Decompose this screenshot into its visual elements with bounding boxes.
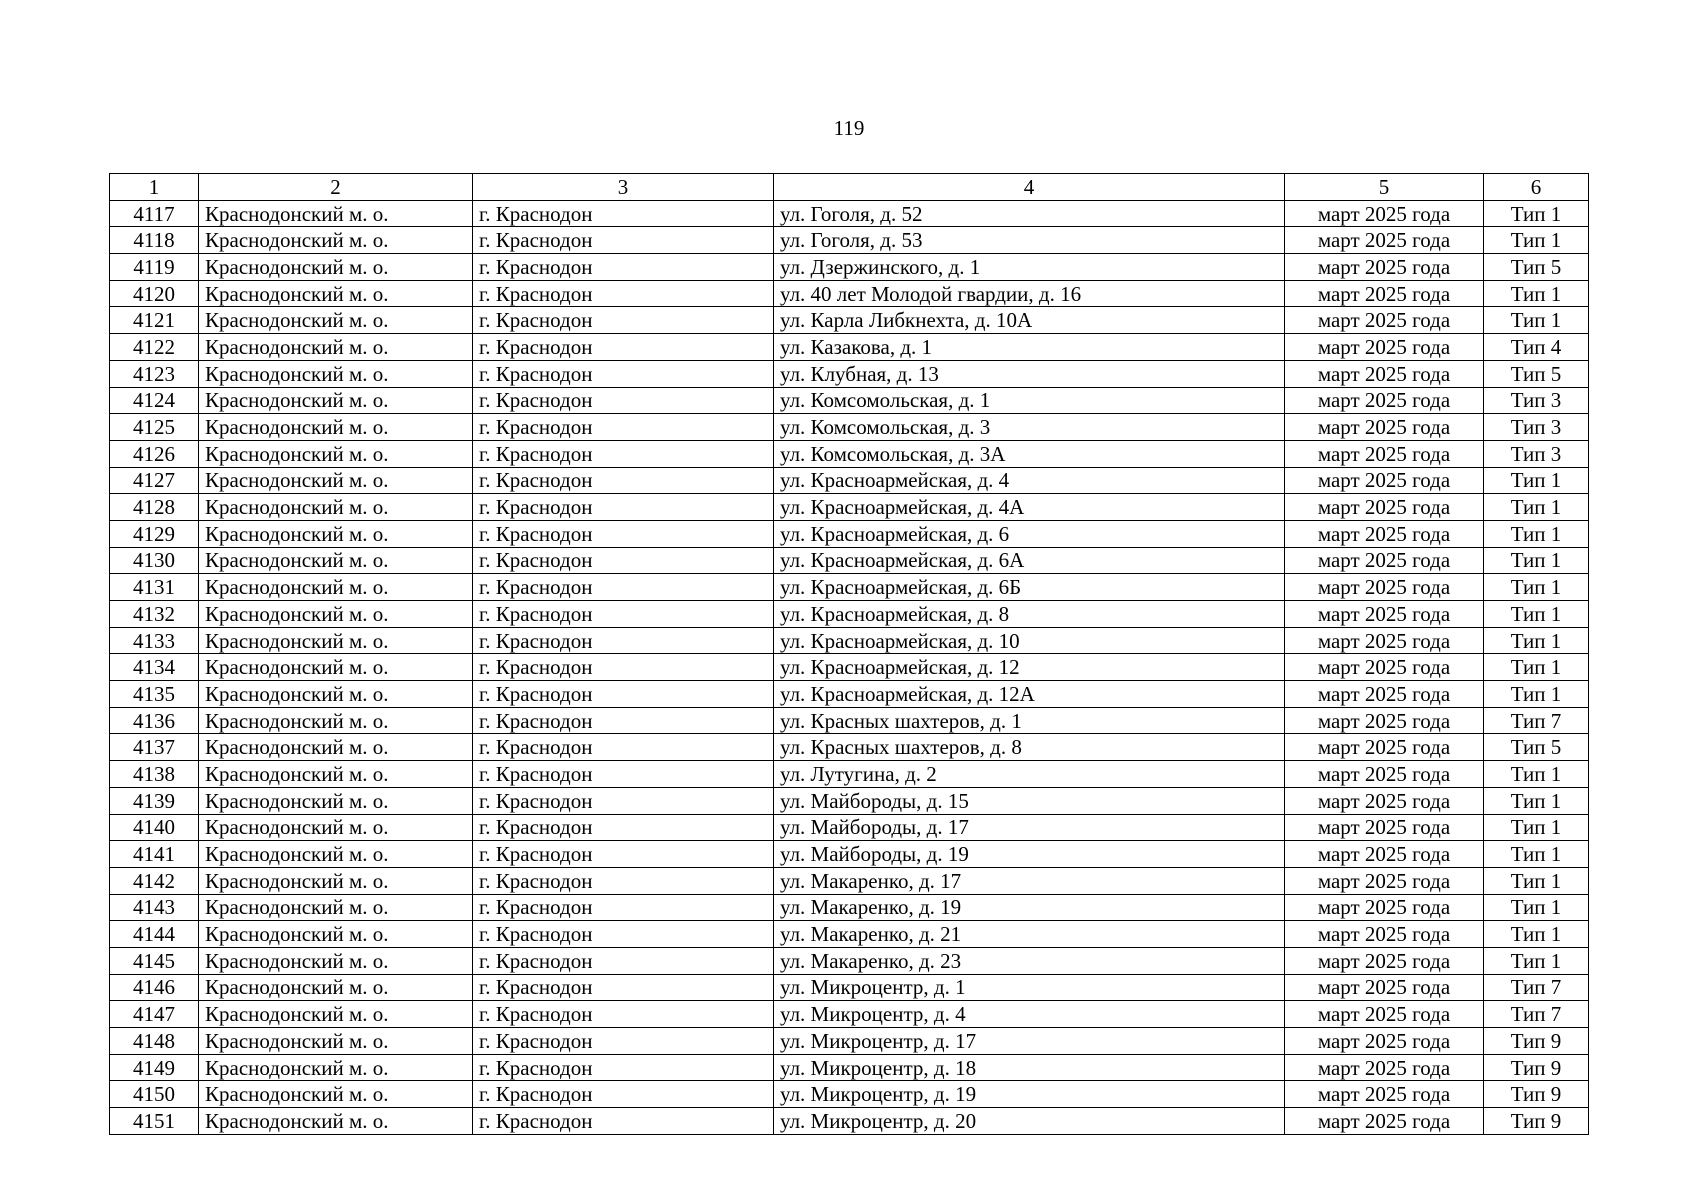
city-cell: г. Краснодон xyxy=(473,761,774,788)
type-cell: Тип 1 xyxy=(1484,467,1589,494)
city-cell: г. Краснодон xyxy=(473,867,774,894)
municipality-cell: Краснодонский м. о. xyxy=(199,654,473,681)
table-row xyxy=(110,334,1589,361)
municipality-cell: Краснодонский м. о. xyxy=(199,387,473,414)
row-number-cell: 4124 xyxy=(110,387,199,414)
table-row xyxy=(110,707,1589,734)
row-number-cell: 4146 xyxy=(110,974,199,1001)
type-cell: Тип 1 xyxy=(1484,654,1589,681)
row-number-cell: 4148 xyxy=(110,1028,199,1055)
date-cell: март 2025 года xyxy=(1285,280,1484,307)
column-header: 3 xyxy=(473,174,774,201)
column-header: 5 xyxy=(1285,174,1484,201)
table-row xyxy=(110,1108,1589,1135)
row-number-cell: 4141 xyxy=(110,841,199,868)
row-number-cell: 4149 xyxy=(110,1054,199,1081)
type-cell: Тип 1 xyxy=(1484,574,1589,601)
header-row xyxy=(110,174,1589,201)
type-cell: Тип 1 xyxy=(1484,921,1589,948)
date-cell: март 2025 года xyxy=(1285,387,1484,414)
row-number-cell: 4130 xyxy=(110,547,199,574)
city-cell: г. Краснодон xyxy=(473,254,774,281)
table-row xyxy=(110,787,1589,814)
row-number-cell: 4134 xyxy=(110,654,199,681)
municipality-cell: Краснодонский м. о. xyxy=(199,227,473,254)
address-cell: ул. Микроцентр, д. 20 xyxy=(774,1108,1285,1135)
date-cell: март 2025 года xyxy=(1285,867,1484,894)
row-number-cell: 4132 xyxy=(110,601,199,628)
city-cell: г. Краснодон xyxy=(473,494,774,521)
municipality-cell: Краснодонский м. о. xyxy=(199,787,473,814)
date-cell: март 2025 года xyxy=(1285,1108,1484,1135)
date-cell: март 2025 года xyxy=(1285,841,1484,868)
municipality-cell: Краснодонский м. о. xyxy=(199,334,473,361)
city-cell: г. Краснодон xyxy=(473,1001,774,1028)
row-number-cell: 4144 xyxy=(110,921,199,948)
date-cell: март 2025 года xyxy=(1285,734,1484,761)
table-row xyxy=(110,654,1589,681)
address-cell: ул. Красноармейская, д. 6Б xyxy=(774,574,1285,601)
date-cell: март 2025 года xyxy=(1285,334,1484,361)
date-cell: март 2025 года xyxy=(1285,681,1484,708)
type-cell: Тип 1 xyxy=(1484,814,1589,841)
row-number-cell: 4129 xyxy=(110,520,199,547)
table-row xyxy=(110,1081,1589,1108)
table-row xyxy=(110,200,1589,227)
type-cell: Тип 1 xyxy=(1484,787,1589,814)
type-cell: Тип 1 xyxy=(1484,520,1589,547)
date-cell: март 2025 года xyxy=(1285,1081,1484,1108)
municipality-cell: Краснодонский м. о. xyxy=(199,280,473,307)
row-number-cell: 4135 xyxy=(110,681,199,708)
row-number-cell: 4123 xyxy=(110,360,199,387)
table-row xyxy=(110,547,1589,574)
type-cell: Тип 5 xyxy=(1484,254,1589,281)
type-cell: Тип 1 xyxy=(1484,200,1589,227)
address-cell: ул. Макаренко, д. 21 xyxy=(774,921,1285,948)
date-cell: март 2025 года xyxy=(1285,494,1484,521)
type-cell: Тип 1 xyxy=(1484,947,1589,974)
date-cell: март 2025 года xyxy=(1285,947,1484,974)
municipality-cell: Краснодонский м. о. xyxy=(199,947,473,974)
table-row xyxy=(110,414,1589,441)
municipality-cell: Краснодонский м. о. xyxy=(199,1028,473,1055)
city-cell: г. Краснодон xyxy=(473,334,774,361)
municipality-cell: Краснодонский м. о. xyxy=(199,734,473,761)
row-number-cell: 4118 xyxy=(110,227,199,254)
municipality-cell: Краснодонский м. о. xyxy=(199,707,473,734)
type-cell: Тип 5 xyxy=(1484,360,1589,387)
row-number-cell: 4145 xyxy=(110,947,199,974)
address-cell: ул. Майбороды, д. 17 xyxy=(774,814,1285,841)
city-cell: г. Краснодон xyxy=(473,627,774,654)
municipality-cell: Краснодонский м. о. xyxy=(199,467,473,494)
table-row xyxy=(110,467,1589,494)
city-cell: г. Краснодон xyxy=(473,1028,774,1055)
table-row xyxy=(110,1001,1589,1028)
table-row xyxy=(110,440,1589,467)
city-cell: г. Краснодон xyxy=(473,1054,774,1081)
table-row xyxy=(110,627,1589,654)
date-cell: март 2025 года xyxy=(1285,254,1484,281)
city-cell: г. Краснодон xyxy=(473,921,774,948)
date-cell: март 2025 года xyxy=(1285,1028,1484,1055)
row-number-cell: 4120 xyxy=(110,280,199,307)
municipality-cell: Краснодонский м. о. xyxy=(199,1054,473,1081)
municipality-cell: Краснодонский м. о. xyxy=(199,494,473,521)
date-cell: март 2025 года xyxy=(1285,227,1484,254)
column-header: 1 xyxy=(110,174,199,201)
municipality-cell: Краснодонский м. о. xyxy=(199,814,473,841)
date-cell: март 2025 года xyxy=(1285,307,1484,334)
table-row xyxy=(110,280,1589,307)
municipality-cell: Краснодонский м. о. xyxy=(199,894,473,921)
column-header: 4 xyxy=(774,174,1285,201)
city-cell: г. Краснодон xyxy=(473,307,774,334)
address-cell: ул. Комсомольская, д. 3 xyxy=(774,414,1285,441)
municipality-cell: Краснодонский м. о. xyxy=(199,254,473,281)
address-cell: ул. Макаренко, д. 17 xyxy=(774,867,1285,894)
type-cell: Тип 1 xyxy=(1484,494,1589,521)
type-cell: Тип 5 xyxy=(1484,734,1589,761)
type-cell: Тип 1 xyxy=(1484,227,1589,254)
municipality-cell: Краснодонский м. о. xyxy=(199,200,473,227)
type-cell: Тип 4 xyxy=(1484,334,1589,361)
address-cell: ул. Дзержинского, д. 1 xyxy=(774,254,1285,281)
row-number-cell: 4133 xyxy=(110,627,199,654)
table-row xyxy=(110,1054,1589,1081)
table-row xyxy=(110,574,1589,601)
type-cell: Тип 1 xyxy=(1484,280,1589,307)
date-cell: март 2025 года xyxy=(1285,627,1484,654)
date-cell: март 2025 года xyxy=(1285,200,1484,227)
municipality-cell: Краснодонский м. о. xyxy=(199,1001,473,1028)
type-cell: Тип 1 xyxy=(1484,601,1589,628)
city-cell: г. Краснодон xyxy=(473,280,774,307)
row-number-cell: 4131 xyxy=(110,574,199,601)
city-cell: г. Краснодон xyxy=(473,601,774,628)
date-cell: март 2025 года xyxy=(1285,654,1484,681)
column-header: 2 xyxy=(199,174,473,201)
address-cell: ул. Майбороды, д. 19 xyxy=(774,841,1285,868)
type-cell: Тип 9 xyxy=(1484,1081,1589,1108)
row-number-cell: 4150 xyxy=(110,1081,199,1108)
date-cell: март 2025 года xyxy=(1285,414,1484,441)
table-row xyxy=(110,360,1589,387)
table-row xyxy=(110,1028,1589,1055)
address-cell: ул. Казакова, д. 1 xyxy=(774,334,1285,361)
row-number-cell: 4122 xyxy=(110,334,199,361)
table-row xyxy=(110,947,1589,974)
date-cell: март 2025 года xyxy=(1285,574,1484,601)
address-cell: ул. Гоголя, д. 53 xyxy=(774,227,1285,254)
type-cell: Тип 7 xyxy=(1484,1001,1589,1028)
row-number-cell: 4119 xyxy=(110,254,199,281)
city-cell: г. Краснодон xyxy=(473,547,774,574)
type-cell: Тип 9 xyxy=(1484,1028,1589,1055)
type-cell: Тип 1 xyxy=(1484,894,1589,921)
row-number-cell: 4128 xyxy=(110,494,199,521)
municipality-cell: Краснодонский м. о. xyxy=(199,601,473,628)
municipality-cell: Краснодонский м. о. xyxy=(199,627,473,654)
address-cell: ул. Красных шахтеров, д. 8 xyxy=(774,734,1285,761)
table-row xyxy=(110,520,1589,547)
city-cell: г. Краснодон xyxy=(473,360,774,387)
city-cell: г. Краснодон xyxy=(473,707,774,734)
city-cell: г. Краснодон xyxy=(473,574,774,601)
table-row xyxy=(110,307,1589,334)
table-row xyxy=(110,387,1589,414)
row-number-cell: 4139 xyxy=(110,787,199,814)
municipality-cell: Краснодонский м. о. xyxy=(199,681,473,708)
table-body xyxy=(110,200,1589,1134)
address-cell: ул. Красноармейская, д. 10 xyxy=(774,627,1285,654)
row-number-cell: 4138 xyxy=(110,761,199,788)
row-number-cell: 4142 xyxy=(110,867,199,894)
row-number-cell: 4126 xyxy=(110,440,199,467)
address-cell: ул. Микроцентр, д. 19 xyxy=(774,1081,1285,1108)
row-number-cell: 4125 xyxy=(110,414,199,441)
city-cell: г. Краснодон xyxy=(473,841,774,868)
municipality-cell: Краснодонский м. о. xyxy=(199,360,473,387)
city-cell: г. Краснодон xyxy=(473,947,774,974)
address-cell: ул. Красноармейская, д. 8 xyxy=(774,601,1285,628)
city-cell: г. Краснодон xyxy=(473,414,774,441)
row-number-cell: 4136 xyxy=(110,707,199,734)
address-cell: ул. Красноармейская, д. 12 xyxy=(774,654,1285,681)
type-cell: Тип 7 xyxy=(1484,974,1589,1001)
address-cell: ул. Красных шахтеров, д. 1 xyxy=(774,707,1285,734)
table-row xyxy=(110,494,1589,521)
city-cell: г. Краснодон xyxy=(473,467,774,494)
date-cell: март 2025 года xyxy=(1285,974,1484,1001)
municipality-cell: Краснодонский м. о. xyxy=(199,1108,473,1135)
city-cell: г. Краснодон xyxy=(473,1108,774,1135)
date-cell: март 2025 года xyxy=(1285,1054,1484,1081)
type-cell: Тип 1 xyxy=(1484,867,1589,894)
address-cell: ул. Макаренко, д. 23 xyxy=(774,947,1285,974)
city-cell: г. Краснодон xyxy=(473,440,774,467)
row-number-cell: 4117 xyxy=(110,200,199,227)
date-cell: март 2025 года xyxy=(1285,440,1484,467)
date-cell: март 2025 года xyxy=(1285,520,1484,547)
type-cell: Тип 1 xyxy=(1484,761,1589,788)
table-row xyxy=(110,974,1589,1001)
registry-table xyxy=(109,173,1589,1135)
municipality-cell: Краснодонский м. о. xyxy=(199,414,473,441)
table-row xyxy=(110,761,1589,788)
city-cell: г. Краснодон xyxy=(473,814,774,841)
municipality-cell: Краснодонский м. о. xyxy=(199,574,473,601)
type-cell: Тип 1 xyxy=(1484,841,1589,868)
date-cell: март 2025 года xyxy=(1285,921,1484,948)
page-number: 119 xyxy=(833,116,865,140)
address-cell: ул. Комсомольская, д. 3А xyxy=(774,440,1285,467)
city-cell: г. Краснодон xyxy=(473,1081,774,1108)
address-cell: ул. Гоголя, д. 52 xyxy=(774,200,1285,227)
row-number-cell: 4151 xyxy=(110,1108,199,1135)
city-cell: г. Краснодон xyxy=(473,654,774,681)
row-number-cell: 4121 xyxy=(110,307,199,334)
address-cell: ул. Микроцентр, д. 18 xyxy=(774,1054,1285,1081)
municipality-cell: Краснодонский м. о. xyxy=(199,867,473,894)
row-number-cell: 4137 xyxy=(110,734,199,761)
row-number-cell: 4127 xyxy=(110,467,199,494)
row-number-cell: 4140 xyxy=(110,814,199,841)
type-cell: Тип 9 xyxy=(1484,1108,1589,1135)
address-cell: ул. Клубная, д. 13 xyxy=(774,360,1285,387)
table-row xyxy=(110,921,1589,948)
type-cell: Тип 7 xyxy=(1484,707,1589,734)
table-row xyxy=(110,734,1589,761)
type-cell: Тип 9 xyxy=(1484,1054,1589,1081)
address-cell: ул. Красноармейская, д. 4А xyxy=(774,494,1285,521)
address-cell: ул. Лутугина, д. 2 xyxy=(774,761,1285,788)
type-cell: Тип 1 xyxy=(1484,547,1589,574)
municipality-cell: Краснодонский м. о. xyxy=(199,547,473,574)
column-header: 6 xyxy=(1484,174,1589,201)
date-cell: март 2025 года xyxy=(1285,467,1484,494)
municipality-cell: Краснодонский м. о. xyxy=(199,761,473,788)
city-cell: г. Краснодон xyxy=(473,387,774,414)
type-cell: Тип 1 xyxy=(1484,307,1589,334)
table-row xyxy=(110,867,1589,894)
table-row xyxy=(110,814,1589,841)
date-cell: март 2025 года xyxy=(1285,601,1484,628)
date-cell: март 2025 года xyxy=(1285,360,1484,387)
row-number-cell: 4147 xyxy=(110,1001,199,1028)
table-row xyxy=(110,227,1589,254)
date-cell: март 2025 года xyxy=(1285,814,1484,841)
municipality-cell: Краснодонский м. о. xyxy=(199,841,473,868)
address-cell: ул. Красноармейская, д. 12А xyxy=(774,681,1285,708)
address-cell: ул. Карла Либкнехта, д. 10А xyxy=(774,307,1285,334)
address-cell: ул. Майбороды, д. 15 xyxy=(774,787,1285,814)
city-cell: г. Краснодон xyxy=(473,894,774,921)
city-cell: г. Краснодон xyxy=(473,227,774,254)
address-cell: ул. Микроцентр, д. 1 xyxy=(774,974,1285,1001)
date-cell: март 2025 года xyxy=(1285,894,1484,921)
city-cell: г. Краснодон xyxy=(473,974,774,1001)
address-cell: ул. Красноармейская, д. 6 xyxy=(774,520,1285,547)
table-row xyxy=(110,841,1589,868)
municipality-cell: Краснодонский м. о. xyxy=(199,307,473,334)
table-row xyxy=(110,254,1589,281)
city-cell: г. Краснодон xyxy=(473,200,774,227)
address-cell: ул. Микроцентр, д. 4 xyxy=(774,1001,1285,1028)
type-cell: Тип 1 xyxy=(1484,681,1589,708)
address-cell: ул. Микроцентр, д. 17 xyxy=(774,1028,1285,1055)
municipality-cell: Краснодонский м. о. xyxy=(199,440,473,467)
table-row xyxy=(110,601,1589,628)
address-cell: ул. Красноармейская, д. 4 xyxy=(774,467,1285,494)
date-cell: март 2025 года xyxy=(1285,787,1484,814)
municipality-cell: Краснодонский м. о. xyxy=(199,921,473,948)
city-cell: г. Краснодон xyxy=(473,681,774,708)
type-cell: Тип 3 xyxy=(1484,414,1589,441)
city-cell: г. Краснодон xyxy=(473,734,774,761)
municipality-cell: Краснодонский м. о. xyxy=(199,520,473,547)
table-row xyxy=(110,894,1589,921)
date-cell: март 2025 года xyxy=(1285,707,1484,734)
address-cell: ул. 40 лет Молодой гвардии, д. 16 xyxy=(774,280,1285,307)
type-cell: Тип 3 xyxy=(1484,440,1589,467)
address-cell: ул. Макаренко, д. 19 xyxy=(774,894,1285,921)
date-cell: март 2025 года xyxy=(1285,1001,1484,1028)
date-cell: март 2025 года xyxy=(1285,761,1484,788)
address-cell: ул. Красноармейская, д. 6А xyxy=(774,547,1285,574)
type-cell: Тип 1 xyxy=(1484,627,1589,654)
address-cell: ул. Комсомольская, д. 1 xyxy=(774,387,1285,414)
municipality-cell: Краснодонский м. о. xyxy=(199,974,473,1001)
table-header xyxy=(110,174,1589,201)
table-row xyxy=(110,681,1589,708)
type-cell: Тип 3 xyxy=(1484,387,1589,414)
city-cell: г. Краснодон xyxy=(473,787,774,814)
city-cell: г. Краснодон xyxy=(473,520,774,547)
date-cell: март 2025 года xyxy=(1285,547,1484,574)
row-number-cell: 4143 xyxy=(110,894,199,921)
municipality-cell: Краснодонский м. о. xyxy=(199,1081,473,1108)
